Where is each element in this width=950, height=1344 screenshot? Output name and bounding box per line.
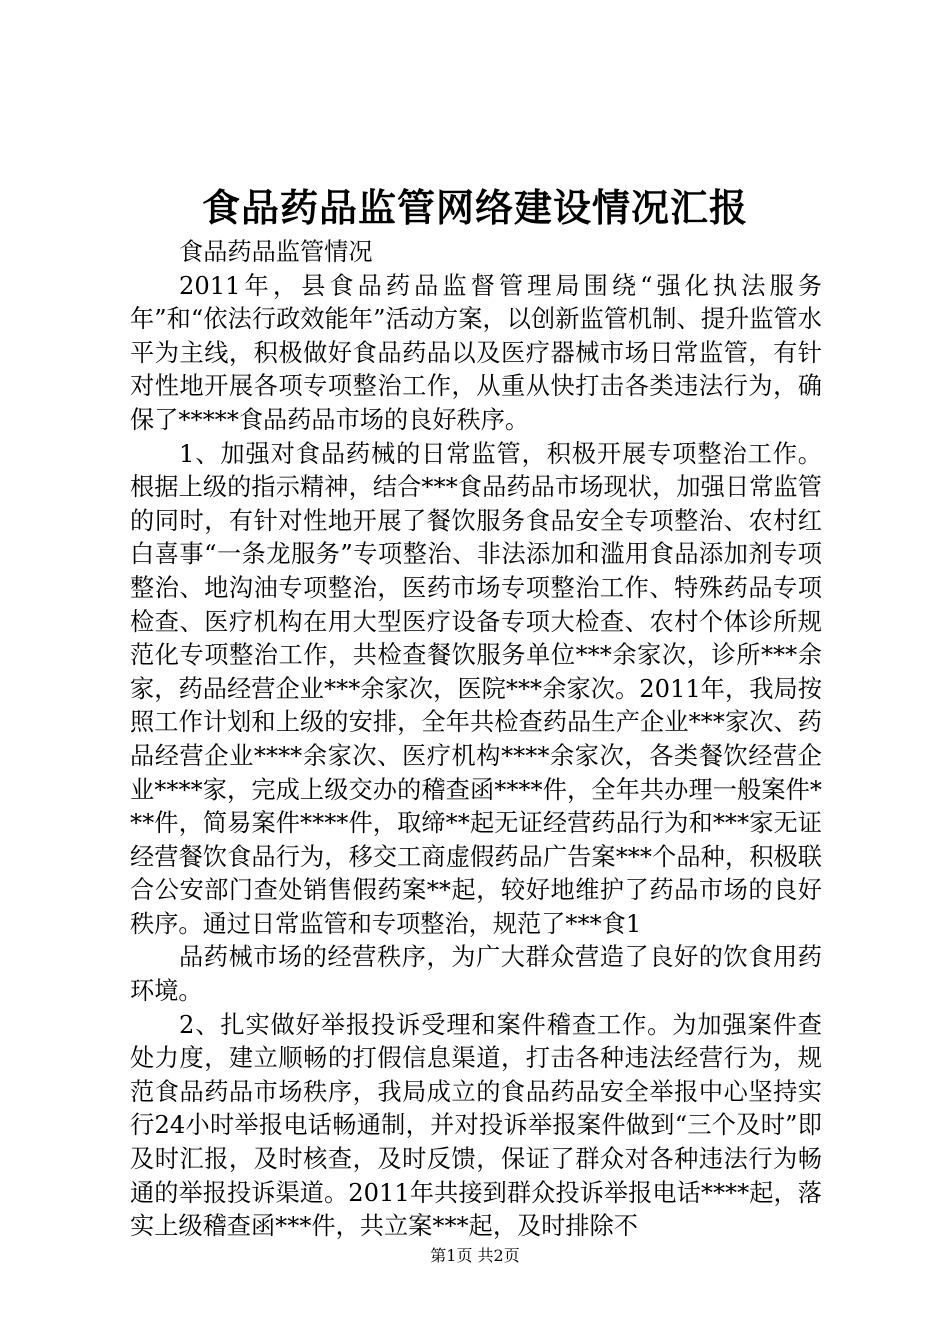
section-1-continuation-paragraph: 品药械市场的经营秩序，为广大群众营造了良好的饮食用药环境。 <box>130 943 822 1006</box>
document-title: 食品药品监管网络建设情况汇报 <box>201 186 748 230</box>
section-1-paragraph: 1、加强对食品药械的日常监管，积极开展专项整治工作。根据上级的指示精神，结合***食品药品市场现状，加强日常监管的同时，有针对性地开展了餐饮服务食品安全专项整治、农村红白喜事“一条龙服务”专项整治、非法添加和滥用食品添加剂专项整治、地沟油专项整治，医药市场专项整治工作、特殊药品专项检查、医疗机构在用大型医疗设备专项大检查、农村个体诊所规范化专项整治工作，共检查餐饮服务单位***余家次，诊所***余家，药品经营企业***余家次，医院***余家次。2011年，我局按照工作计划和上级的安排，全年共检查药品生产企业***家次、药品经营企业****余家次、医疗机构****余家次，各类餐饮经营企业****家，完成上级交办的稽查函****件，全年共办理一般案件***件，简易案件****件，取缔**起无证经营药品行为和***家无证经营餐饮食品行为，移交工商虚假药品广告案***个品种，积极联合公安部门查处销售假药案**起，较好地维护了药品市场的良好秩序。通过日常监管和专项整治，规范了***食1 <box>130 439 822 938</box>
document-body <box>130 236 822 1244</box>
subtitle-paragraph: 食品药品监管情况 <box>179 238 373 266</box>
section-2-paragraph: 2、扎实做好举报投诉受理和案件稽查工作。为加强案件查处力度，建立顺畅的打假信息渠道，打击各种违法经营行为，规范食品药品市场秩序，我局成立的食品药品安全举报中心坚持实行24小时举报电话畅通制，并对投诉举报案件做到“三个及时”即及时汇报，及时核查，及时反馈，保证了群众对各种违法行为畅通的举报投诉渠道。2011年共接到群众投诉举报电话****起，落实上级稽查函***件，共立案***起，及时排除不 <box>130 1010 822 1241</box>
page-number-footer: 第1页 共2页 <box>430 1246 520 1265</box>
intro-paragraph: 2011年，县食品药品监督管理局围绕“强化执法服务年”和“依法行政效能年”活动方案，以创新监管机制、提升监管水平为主线，积极做好食品药品以及医疗器械市场日常监管，有针对性地开展各项专项整治工作，从重从快打击各类违法行为，确保了*****食品药品市场的良好秩序。 <box>130 271 822 434</box>
